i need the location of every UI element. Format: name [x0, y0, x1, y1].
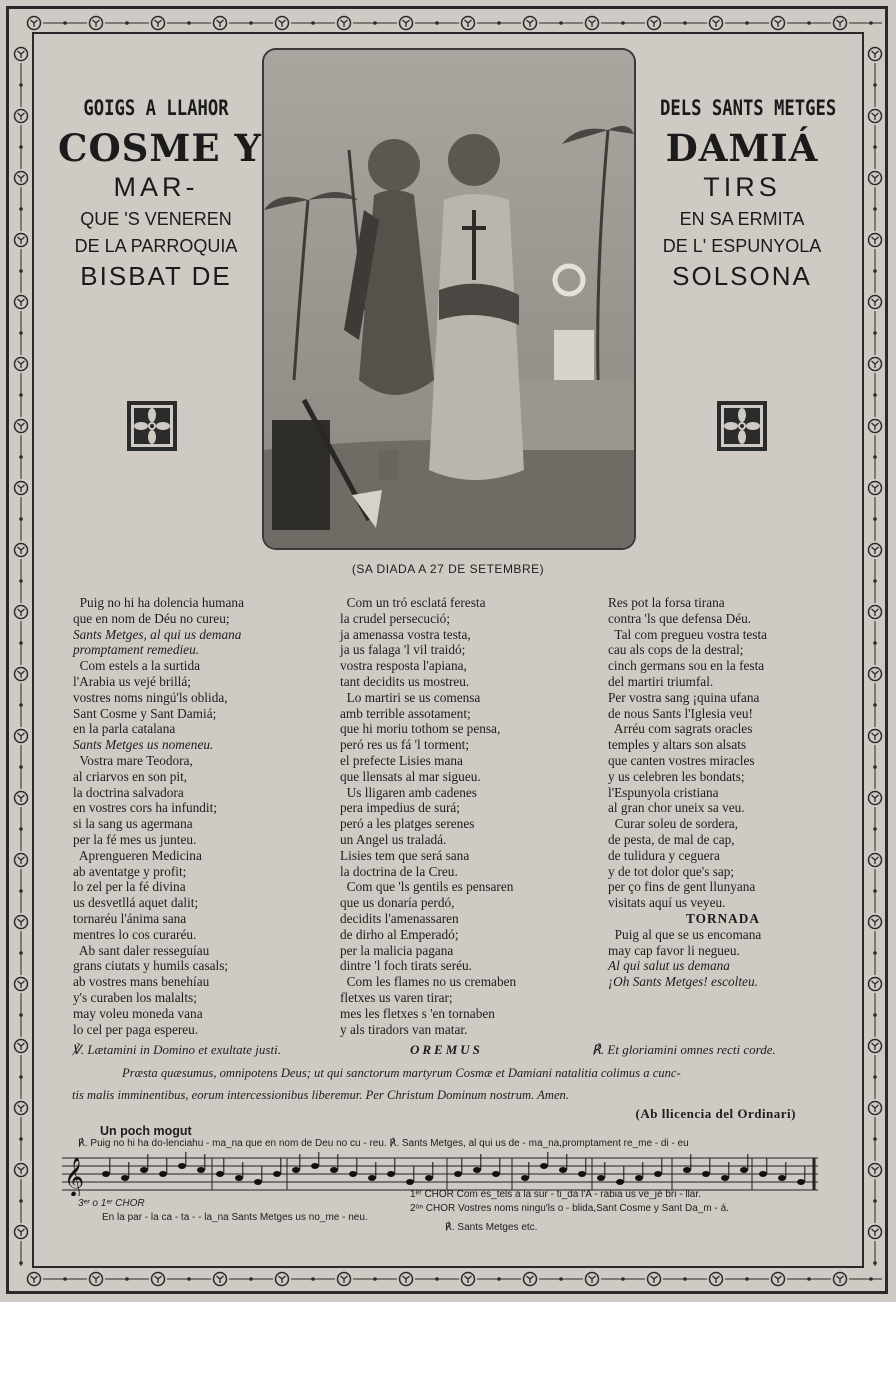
title-line: DAMIÁ [665, 126, 819, 170]
response-text: ℟. Et gloriamini omnes recti corde. [592, 1042, 776, 1057]
verse-line: Vostra mare Teodora, [73, 752, 193, 768]
music-lyric-bottom: En la par - la ca - ta - - la_na Sants Metges us no_me - neu. [102, 1212, 368, 1223]
verse-line: mentres lo cos curaréu. [73, 926, 197, 942]
verse-line: y's curaben los malalts; [73, 989, 197, 1005]
verse-line: mes les fletxes s 'en tornaben [340, 1005, 495, 1021]
verse-line: el prefecte Lisies mana [340, 752, 463, 768]
verse-line: la doctrina salvadora [73, 784, 184, 800]
verse-line: may cap favor li negueu. [608, 942, 740, 958]
title-line: SOLSONA [672, 261, 812, 291]
verse-line: grans ciutats y humils casals; [73, 958, 229, 974]
oremus-heading: OREMUS [410, 1042, 483, 1057]
prayer-text [72, 1062, 842, 1106]
verse-line: y us celebren les bondats; [608, 768, 745, 784]
verse-line: tant decidits us mostreu. [340, 673, 470, 689]
verse-line: ja us falaga 'l vil traidó; [340, 642, 466, 658]
verse-line: cinch germans sou en la festa [608, 658, 765, 674]
verse-line: may voleu moneda vana [73, 1005, 203, 1021]
verse-line: Puig no hi ha dolencia humana [73, 595, 244, 610]
verse-line: Lo martiri se us comensa [340, 689, 481, 705]
verse-line: que us donaría perdó, [340, 895, 455, 911]
verse-line: de dirho al Emperadó; [340, 926, 459, 942]
verse-line: Com estels a la surtida [73, 658, 201, 674]
verse-line: de pesta, de mal de cap, [608, 831, 735, 847]
verse-line: decidits l'amenassaren [340, 910, 459, 926]
verse-line: y de tot dolor que's sap; [608, 863, 735, 879]
verse-line: lo zel per la fé divina [73, 879, 186, 895]
verse-line: la doctrina de la Creu. [340, 863, 458, 879]
verse-line: per la fé mes us junteu. [73, 831, 197, 847]
verse-line: fletxes us varen tirar; [340, 989, 453, 1005]
verse-line: Com un tró esclatá feresta [340, 595, 486, 610]
verse-line: Curar soleu de sordera, [608, 816, 738, 832]
title-line: COSME Y [58, 126, 262, 170]
verse-line: peró res us fá 'l torment; [340, 737, 470, 753]
verse-line: dintre 'l foch tirats seréu. [340, 958, 472, 974]
refrain-note: ℟. Sants Metges etc. [445, 1222, 538, 1233]
verse-line: la crudel persecució; [340, 610, 451, 626]
verse-line: promptament remedieu. [73, 642, 200, 658]
verse-line: Puig al que se us encomana [608, 926, 762, 942]
verse-line: Sants Metges us nomeneu. [73, 737, 214, 753]
verse-line: per ço fins de gent llunyana [608, 879, 756, 895]
saints-engraving-image [264, 50, 634, 548]
prayer-line: tis malis imminentibus, eorum intercessionibus liberemur. Per Christum Dominum nostrum. Amen. [72, 1088, 569, 1102]
rosette-ornament-icon [716, 400, 768, 452]
verse-line: Tal com pregueu vostra testa [608, 626, 768, 642]
verse-line: un Angel us traladá. [340, 831, 447, 847]
verse-line: Sant Cosme y Sant Damiá; [73, 705, 217, 721]
verse-line: si la sang us agermana [73, 816, 193, 832]
title-line: DELS SANTS METGES [660, 96, 837, 120]
title-right [642, 96, 842, 292]
verse-line: Al qui salut us demana [608, 958, 730, 974]
verse-line: lo cel per paga espereu. [73, 1021, 199, 1037]
verse-line: contra 'ls que defensa Déu. [608, 610, 752, 626]
verse-line: Aprengueren Medicina [73, 847, 202, 863]
verse-line: us desvetllá aquet dalit; [73, 895, 199, 911]
verse-line: de tulidura y ceguera [608, 847, 720, 863]
verse-line: amb terrible assotament; [340, 705, 471, 721]
title-line: DE L' ESPUNYOLA [662, 236, 822, 256]
title-left [58, 96, 262, 292]
title-line: QUE 'S VENEREN [80, 209, 232, 229]
verse-line: Com les flames no us cremaben [340, 974, 517, 990]
versicle-text: ℣. Lætamini in Domino et exultate justi. [72, 1042, 281, 1057]
verse-line: del martiri triumfal. [608, 673, 714, 689]
feast-date: (SA DIADA A 27 DE SETEMBRE) [351, 562, 545, 576]
verse-line: per la malicia pagana [340, 942, 454, 958]
verse-line: TORNADA [686, 910, 760, 926]
verse-column-2 [340, 595, 600, 1037]
verse-line: tornaréu l'ánima sana [73, 910, 187, 926]
verse-line: que llensats al mar sigueu. [340, 768, 481, 784]
verse-line: al criarvos en son pit, [73, 768, 188, 784]
verse-line: que en nom de Déu no cureu; [73, 610, 230, 626]
verse-line: visitats aquí us veyeu. [608, 895, 726, 911]
verse-line: vostra resposta l'apiana, [340, 658, 467, 674]
verse-line: temples y altars son alsats [608, 737, 747, 753]
verse-line: cau als cops de la destral; [608, 642, 744, 658]
title-line: GOIGS A LLAHOR [83, 96, 229, 120]
verse-line: ab vostres mans benehíau [73, 974, 210, 990]
chorus-label: 3ᵉʳ o 1ᵉʳ CHOR [78, 1198, 145, 1209]
prayer-line: Præsta quæsumus, omnipotens Deus; ut qui sanctorum martyrum Cosmæ et Damiani natalitia colimus a cunc- [122, 1066, 681, 1080]
chorus-2-lyric: 2ᵒⁿ CHOR Vostres noms ningu'ls o - blida,Sant Cosme y Sant Da_m - á. [410, 1203, 729, 1214]
license-note: (Ab llicencia del Ordinari) [635, 1106, 796, 1121]
verse-line: al gran chor uneix sa veu. [608, 800, 745, 816]
verse-line: en la parla catalana [73, 721, 176, 737]
title-line: TIRS [703, 172, 781, 202]
music-lyric-top: ℟. Puig no hi ha do-lenciahu - ma_na que en nom de Deu no cu - reu. ℟. Sants Metges, al qui us de - ma_na,promptament re_me - di - eu [78, 1138, 689, 1149]
verse-line: de nous Sants l'Iglesia veu! [608, 705, 753, 721]
verse-line: peró a les platges serenes [340, 816, 475, 832]
title-line: BISBAT DE [80, 261, 232, 291]
tempo-marking: Un poch mogut [100, 1124, 192, 1138]
treble-clef-icon: 𝄞 [64, 1157, 85, 1196]
verse-line: Arréu com sagrats oracles [608, 721, 753, 737]
verse-line: Ab sant daler resseguíau [73, 942, 210, 958]
verse-line: en vostres cors ha infundit; [73, 800, 218, 816]
verse-line: ja amenassa vostra testa, [340, 626, 471, 642]
title-line: EN SA ERMITA [679, 209, 805, 229]
verse-line: ¡Oh Sants Metges! escolteu. [608, 974, 758, 990]
verse-line: Sants Metges, al qui us demana [73, 626, 242, 642]
rosette-ornament-icon [126, 400, 178, 452]
verse-column-1 [73, 595, 333, 1037]
title-line: MAR- [113, 172, 199, 202]
verse-line: l'Espunyola cristiana [608, 784, 719, 800]
verse-line: y als tiradors van matar. [340, 1021, 468, 1037]
verse-line: que canten vostres miracles [608, 752, 755, 768]
title-line: DE LA PARROQUIA [74, 236, 238, 256]
verse-line: ab aventatge y profit; [73, 863, 187, 879]
verse-line: Per vostra sang ¡quina ufana [608, 689, 760, 705]
verse-line: Com que 'ls gentils es pensaren [340, 879, 514, 895]
chorus-1-lyric: 1ᵉʳ CHOR Com es_tels a la sur - ti_da l'A - rabia us ve_jé bri - llar. [410, 1189, 701, 1200]
verse-line: Us lligaren amb cadenes [340, 784, 477, 800]
verse-line: Res pot la forsa tirana [608, 595, 725, 610]
verse-column-3 [608, 595, 838, 990]
verse-line: vostres noms ningú'ls oblida, [73, 689, 228, 705]
verse-line: Lisies tem que será sana [340, 847, 470, 863]
verse-line: l'Arabia us vejé brillá; [73, 673, 191, 689]
verse-line: que hi moriu tothom se pensa, [340, 721, 501, 737]
verse-line: pera impedius de surá; [340, 800, 461, 816]
